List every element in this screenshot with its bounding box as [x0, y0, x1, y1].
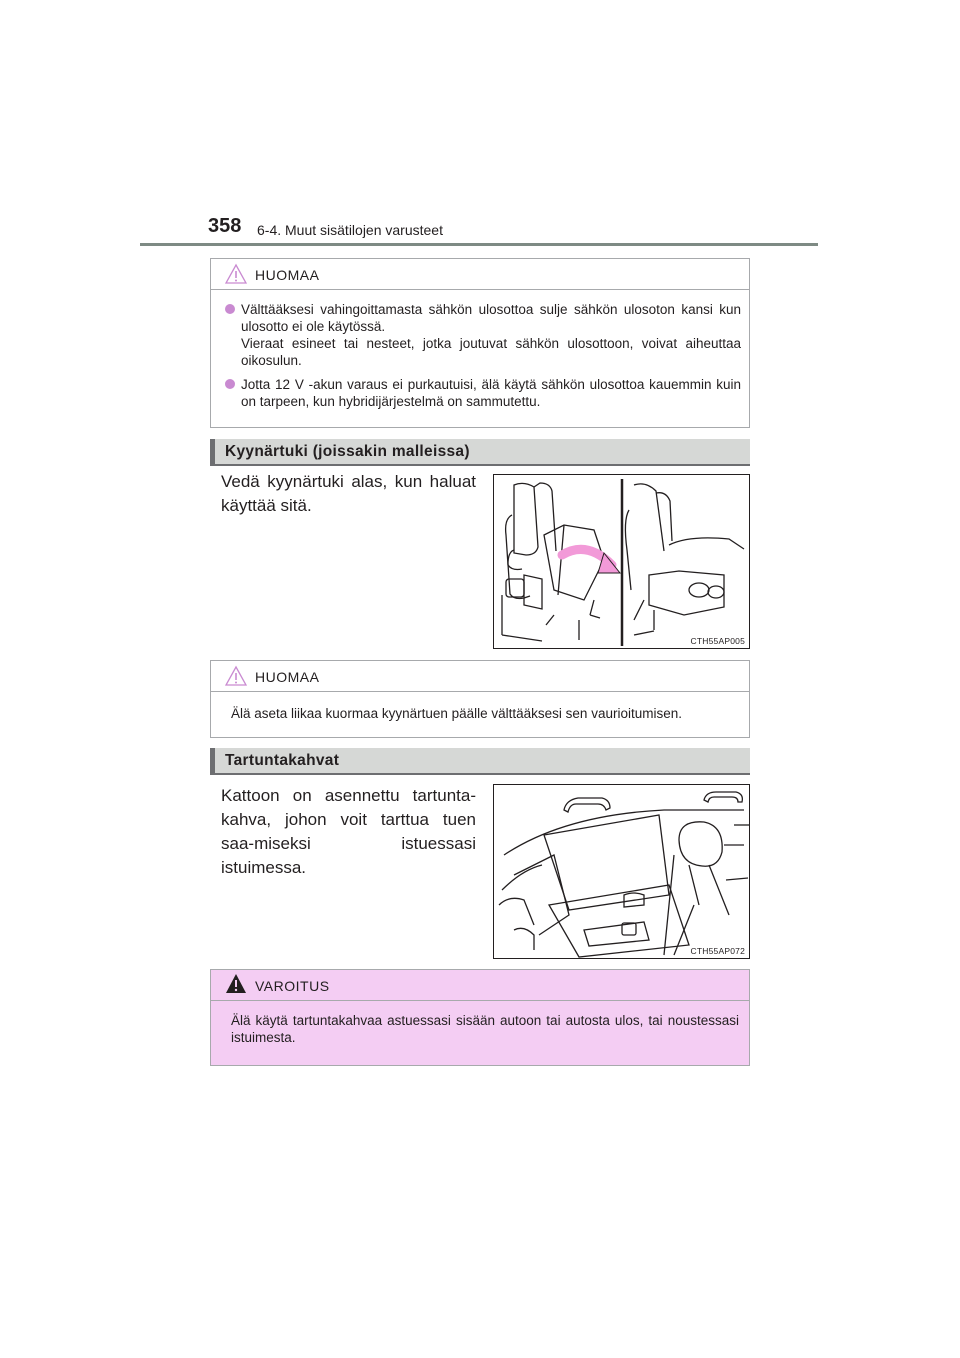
notice-header-1 — [211, 259, 749, 290]
page-number: 358 — [208, 215, 242, 237]
warning-box — [210, 969, 750, 1066]
handles-text: Kattoon on asennettu tartunta-kahva, johon voit tarttua tuen saa-miseksi istuessasi istuimessa. — [221, 786, 476, 877]
handles-figure — [493, 784, 750, 959]
bullet-dot-icon — [225, 379, 235, 389]
notice-item-text: Välttääksesi vahingoittamasta sähkön ulosottoa sulje sähkön ulosoton kansi kun ulosotto ei ole käytössä. — [241, 302, 741, 334]
section-heading-handles — [210, 748, 750, 775]
notice-item-text: Vieraat esineet tai nesteet, jotka joutuvat sähkön ulosottoon, voivat aiheuttaa oikosulun. — [241, 336, 741, 368]
heading-bar — [210, 439, 215, 466]
section-title: 6-4. Muut sisätilojen varusteet — [257, 222, 443, 238]
notice-label-2: HUOMAA — [255, 669, 320, 685]
notice-item-text: Jotta 12 V -akun varaus ei purkautuisi, älä käytä sähkön ulosottoa kauemmin kuin on tarpeen, kun hybridijärjestelmä on sammutettu. — [241, 377, 741, 409]
bullet-dot-icon — [225, 304, 235, 314]
warning-header — [211, 970, 749, 1001]
armrest-illustration — [494, 475, 750, 649]
notice-header-2 — [211, 661, 749, 692]
warning-text: Älä käytä tartuntakahvaa astuessasi sisään autoon tai autosta ulos, tai noustessasi istuimesta. — [231, 1013, 739, 1045]
heading-text: Kyynärtuki (joissakin malleissa) — [225, 443, 470, 460]
caution-triangle-icon — [225, 263, 247, 285]
header-rule — [140, 243, 818, 246]
heading-bar — [210, 748, 215, 775]
figure-code: CTH55AP005 — [690, 636, 745, 646]
heading-text: Tartuntakahvat — [225, 752, 340, 769]
armrest-text: Vedä kyynärtuki alas, kun haluat käyttää sitä. — [221, 472, 476, 515]
warning-label: VAROITUS — [255, 978, 330, 994]
notice-box-2 — [210, 660, 750, 738]
armrest-figure — [493, 474, 750, 649]
notice-item-2 — [225, 376, 741, 410]
figure-code: CTH55AP072 — [690, 946, 745, 956]
notice-text-2: Älä aseta liikaa kuormaa kyynärtuen päälle välttääksesi sen vaurioitumisen. — [231, 706, 682, 721]
handles-illustration — [494, 785, 750, 959]
notice-item-1 — [225, 301, 741, 369]
caution-triangle-icon — [225, 665, 247, 687]
notice-box-1 — [210, 258, 750, 428]
notice-label-1: HUOMAA — [255, 267, 320, 283]
warning-triangle-icon — [225, 973, 247, 995]
section-heading-armrest — [210, 439, 750, 466]
